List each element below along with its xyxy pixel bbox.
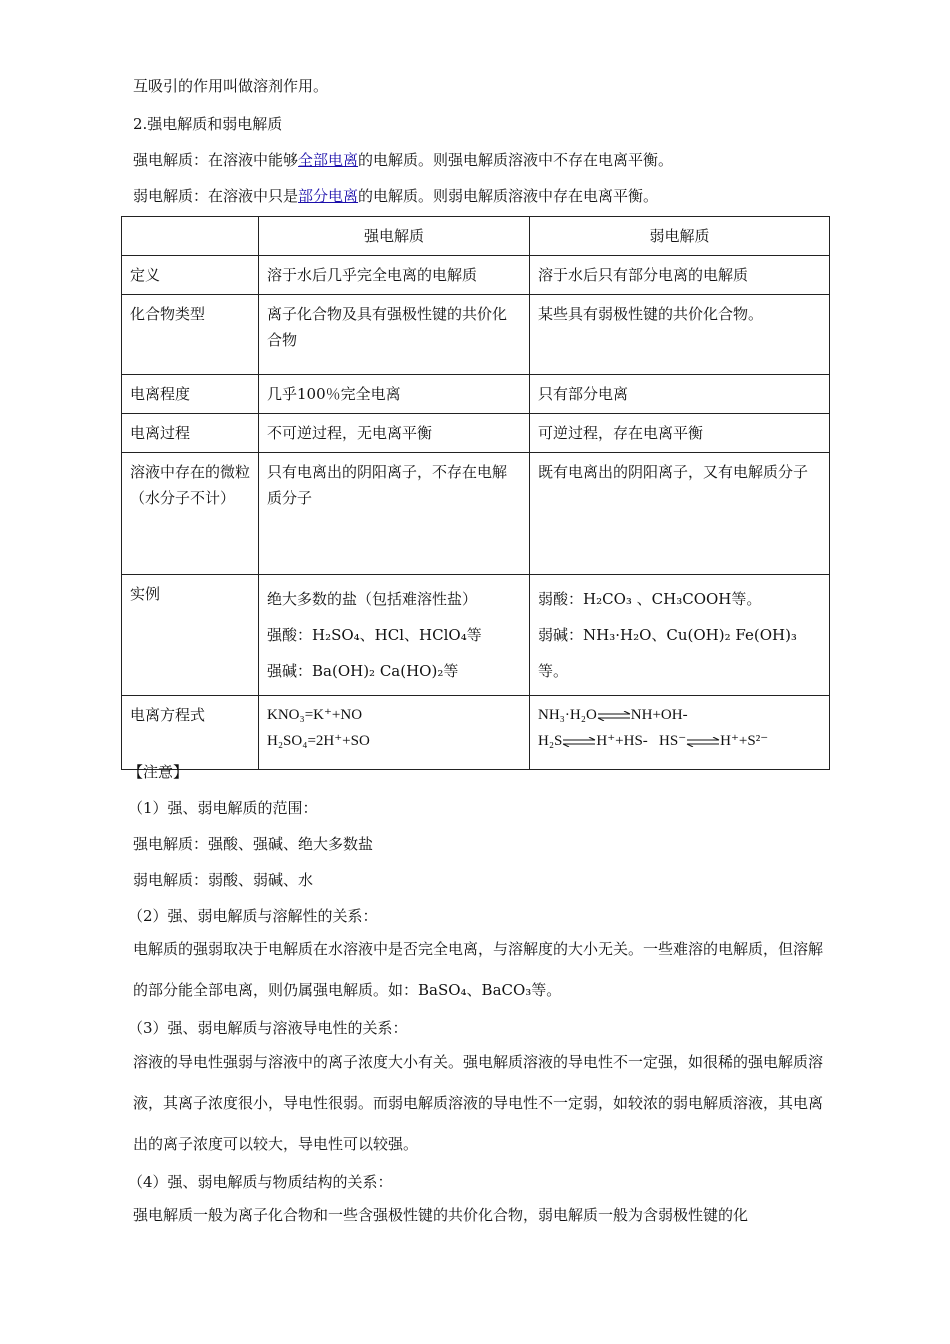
row-strong — [259, 575, 530, 696]
row-weak: 只有部分电离 — [530, 375, 830, 414]
intro-line: 互吸引的作用叫做溶剂作用。 — [133, 77, 329, 95]
row-strong: 不可逆过程，无电离平衡 — [259, 414, 530, 453]
note-3-body: 溶液的导电性强弱与溶液中的离子浓度大小有关。强电解质溶液的导电性不一定强，如很稀的强电解质溶液，其离子浓度很小，导电性很弱。而弱电解质溶液的导电性不一定弱，如较浓的弱电解质溶液，其电离出的离子浓度可以较大，导电性可以较强。 — [133, 1053, 824, 1153]
row-weak — [530, 575, 830, 696]
header-weak: 弱电解质 — [530, 217, 830, 256]
table-row — [122, 575, 830, 696]
equation-text: H⁺+S²⁻ — [720, 733, 769, 749]
row-label: 定义 — [122, 256, 259, 295]
example-line: 弱碱：NH₃·H₂O、Cu(OH)₂ Fe(OH)₃等。 — [538, 626, 797, 680]
section-title: 2.强电解质和弱电解质 — [133, 115, 283, 133]
table-header-row — [122, 217, 830, 256]
weak-def-text: 弱电解质：在溶液中只是 — [133, 187, 299, 205]
equation-text: H₂S — [538, 733, 563, 749]
row-label: 电离程度 — [122, 375, 259, 414]
note-4-title: （4）强、弱电解质与物质结构的关系： — [128, 1173, 393, 1191]
table-row — [122, 696, 830, 770]
row-weak: 既有电离出的阴阳离子，又有电解质分子 — [530, 453, 830, 575]
row-weak — [530, 696, 830, 770]
example-line: 强碱：Ba(OH)₂ Ca(HO)₂等 — [267, 662, 459, 680]
row-label: 实例 — [122, 575, 259, 696]
equation-text: H⁺+HS- HS⁻ — [596, 733, 687, 749]
weak-def-link[interactable]: 部分电离 — [298, 187, 359, 205]
row-weak: 溶于水后只有部分电离的电解质 — [530, 256, 830, 295]
equation-line — [538, 728, 821, 754]
row-label: 溶液中存在的微粒（水分子不计） — [122, 453, 259, 575]
note-1-title: （1）强、弱电解质的范围： — [128, 799, 318, 817]
notes-title: 【注意】 — [128, 763, 189, 781]
equation-line: KNO₃=K⁺+NO — [267, 707, 363, 723]
equilibrium-arrow-icon — [562, 737, 596, 747]
strong-def-text-end: 的电解质。则强电解质溶液中不存在电离平衡。 — [358, 151, 674, 169]
equilibrium-arrow-icon — [686, 737, 720, 747]
note-2-title: （2）强、弱电解质与溶解性的关系： — [128, 907, 378, 925]
row-label: 电离过程 — [122, 414, 259, 453]
header-strong: 强电解质 — [259, 217, 530, 256]
row-label: 电离方程式 — [122, 696, 259, 770]
table-row — [122, 295, 830, 375]
note-2-body: 电解质的强弱取决于电解质在水溶液中是否完全电离，与溶解度的大小无关。一些难溶的电解质，但溶解的部分能全部电离，则仍属强电解质。如：BaSO₄、BaCO₃等。 — [133, 940, 824, 999]
comparison-table — [121, 216, 830, 770]
strong-def-text: 强电解质：在溶液中能够 — [133, 151, 299, 169]
note-3-title: （3）强、弱电解质与溶液导电性的关系： — [128, 1019, 408, 1037]
strong-definition — [133, 150, 673, 170]
weak-def-text-end: 的电解质。则弱电解质溶液中存在电离平衡。 — [358, 187, 659, 205]
row-strong — [259, 696, 530, 770]
row-label: 化合物类型 — [122, 295, 259, 375]
row-strong: 溶于水后几乎完全电离的电解质 — [259, 256, 530, 295]
table-row — [122, 414, 830, 453]
row-weak: 可逆过程，存在电离平衡 — [530, 414, 830, 453]
row-strong: 离子化合物及具有强极性键的共价化合物 — [259, 295, 530, 375]
table-row — [122, 256, 830, 295]
example-line: 绝大多数的盐（包括难溶性盐） — [267, 590, 478, 608]
row-strong: 几乎100％完全电离 — [259, 375, 530, 414]
row-strong: 只有电离出的阴阳离子，不存在电解质分子 — [259, 453, 530, 575]
note-4-body: 强电解质一般为离子化合物和一些含强极性键的共价化合物，弱电解质一般为含弱极性键的化 — [133, 1206, 749, 1224]
example-line: 强酸：H₂SO₄、HCl、HClO₄等 — [267, 626, 482, 644]
equation-line — [538, 702, 821, 728]
equation-text: NH₃·H₂O — [538, 707, 597, 723]
weak-definition — [133, 186, 658, 206]
strong-def-link[interactable]: 全部电离 — [298, 151, 359, 169]
note-1-strong: 强电解质：强酸、强碱、绝大多数盐 — [133, 835, 374, 853]
row-weak: 某些具有弱极性键的共价化合物。 — [530, 295, 830, 375]
equation-line: H₂SO₄=2H⁺+SO — [267, 733, 370, 749]
table-row — [122, 375, 830, 414]
example-line: 弱酸：H₂CO₃ 、CH₃COOH等。 — [538, 590, 762, 608]
equilibrium-arrow-icon — [597, 711, 631, 721]
equation-text: NH+OH- — [630, 707, 688, 723]
note-1-weak: 弱电解质：弱酸、弱碱、水 — [133, 871, 314, 889]
header-empty — [122, 217, 259, 256]
table-row — [122, 453, 830, 575]
